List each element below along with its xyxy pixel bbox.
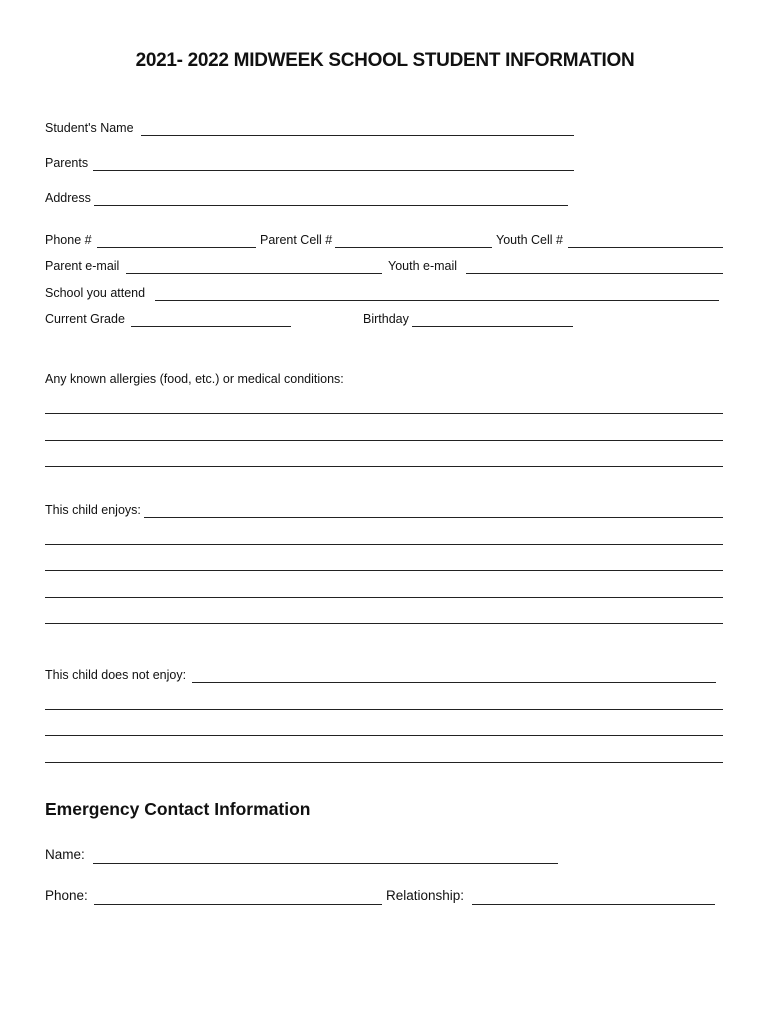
enjoys-field[interactable]	[144, 517, 723, 518]
emergency-name-field[interactable]	[93, 863, 558, 864]
parent-cell-label: Parent Cell #	[260, 233, 333, 247]
current-grade-field[interactable]	[131, 326, 291, 327]
birthday-field[interactable]	[412, 326, 573, 327]
emergency-relationship-label: Relationship:	[386, 888, 465, 903]
school-field[interactable]	[155, 300, 719, 301]
not-enjoy-line[interactable]	[45, 762, 723, 763]
youth-email-label: Youth e-mail	[388, 259, 458, 273]
enjoys-line[interactable]	[45, 544, 723, 545]
current-grade-label: Current Grade	[45, 312, 125, 326]
allergies-line[interactable]	[45, 440, 723, 441]
allergies-line[interactable]	[45, 413, 723, 414]
parent-email-label: Parent e-mail	[45, 259, 120, 273]
not-enjoy-line[interactable]	[45, 735, 723, 736]
not-enjoy-field[interactable]	[192, 682, 716, 683]
page-title: 2021- 2022 MIDWEEK SCHOOL STUDENT INFORMATION	[135, 50, 635, 71]
enjoys-line[interactable]	[45, 623, 723, 624]
birthday-label: Birthday	[363, 312, 409, 326]
parent-cell-field[interactable]	[335, 247, 492, 248]
youth-email-field[interactable]	[466, 273, 723, 274]
allergies-label: Any known allergies (food, etc.) or medical conditions:	[45, 372, 344, 386]
emergency-relationship-field[interactable]	[472, 904, 715, 905]
not-enjoy-label: This child does not enjoy:	[45, 668, 187, 682]
emergency-phone-label: Phone:	[45, 888, 88, 903]
youth-cell-field[interactable]	[568, 247, 723, 248]
not-enjoy-line[interactable]	[45, 709, 723, 710]
students-name-field[interactable]	[141, 135, 574, 136]
phone-field[interactable]	[97, 247, 256, 248]
emergency-heading: Emergency Contact Information	[45, 799, 311, 819]
address-label: Address	[45, 191, 91, 205]
allergies-line[interactable]	[45, 466, 723, 467]
enjoys-line[interactable]	[45, 597, 723, 598]
students-name-label: Student's Name	[45, 121, 134, 135]
parents-label: Parents	[45, 156, 89, 170]
enjoys-line[interactable]	[45, 570, 723, 571]
address-field[interactable]	[94, 205, 568, 206]
emergency-phone-field[interactable]	[94, 904, 382, 905]
phone-label: Phone #	[45, 233, 92, 247]
parent-email-field[interactable]	[126, 273, 382, 274]
enjoys-label: This child enjoys:	[45, 503, 141, 517]
parents-field[interactable]	[93, 170, 574, 171]
emergency-name-label: Name:	[45, 847, 85, 862]
youth-cell-label: Youth Cell #	[496, 233, 563, 247]
school-label: School you attend	[45, 286, 146, 300]
